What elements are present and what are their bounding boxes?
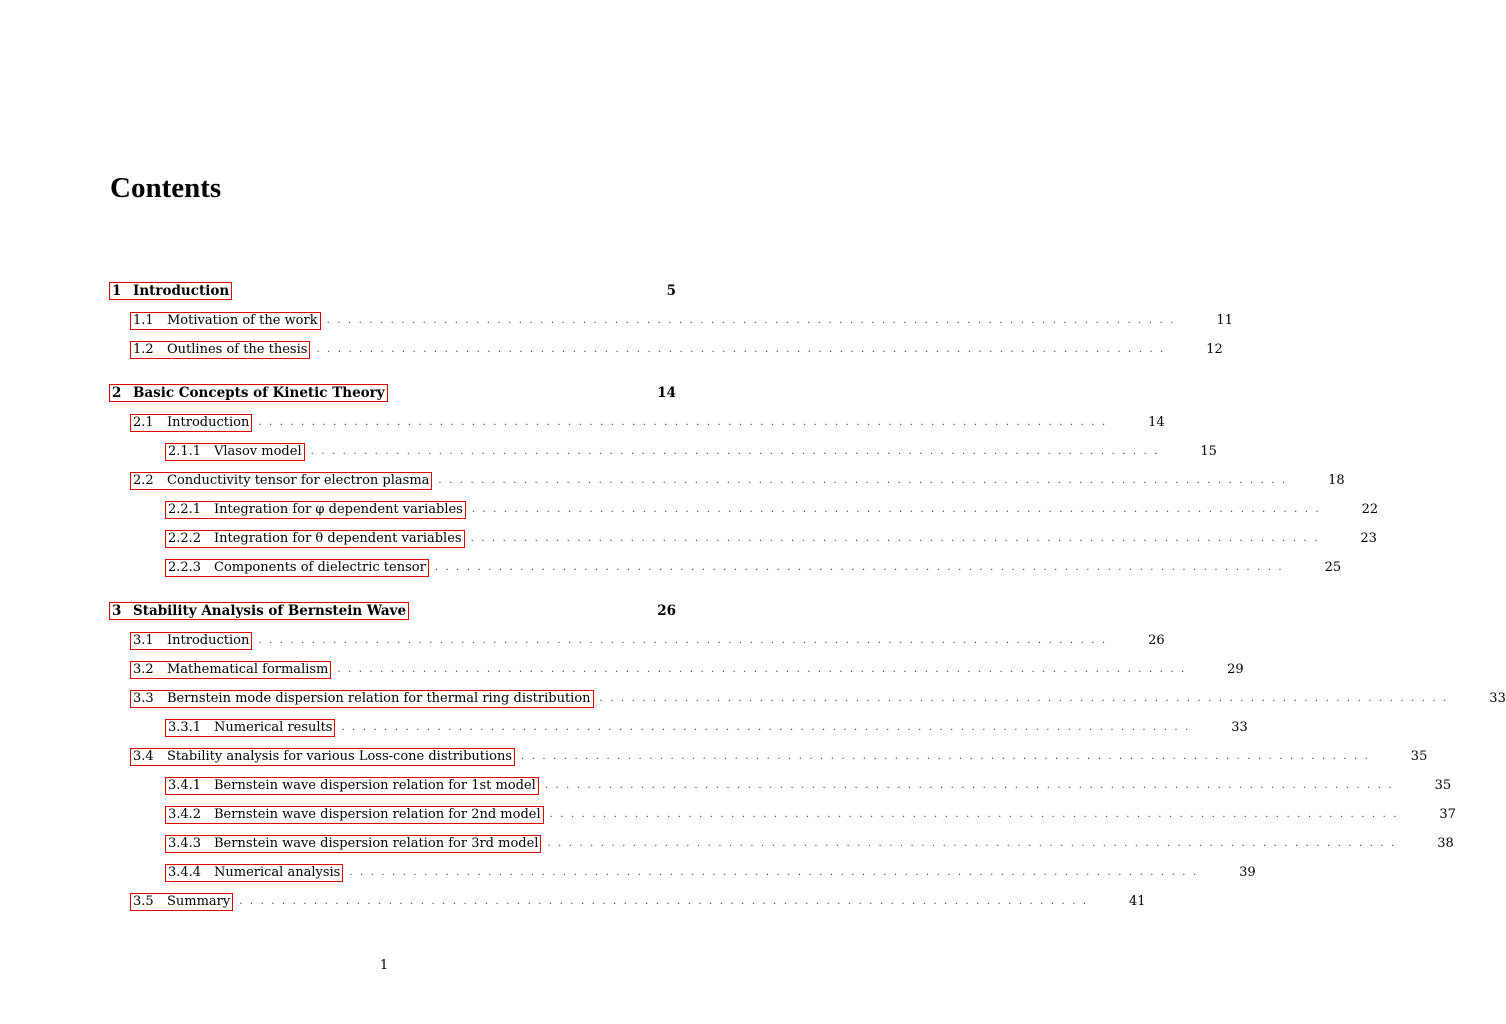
toc-entry-label: Numerical analysis bbox=[214, 865, 341, 880]
toc-entry-number: 3.5 bbox=[133, 894, 154, 909]
dot-leader: ................................................................................ bbox=[349, 867, 1204, 878]
toc-entry-number: 2.2.2 bbox=[168, 531, 202, 546]
toc-line bbox=[0, 441, 1217, 463]
toc-line bbox=[0, 775, 1452, 797]
toc-link-3-4-1[interactable] bbox=[165, 777, 539, 795]
toc-line bbox=[0, 717, 1248, 739]
toc-entry-number: 2.2 bbox=[133, 473, 154, 488]
toc-page-number: 22 bbox=[1361, 502, 1379, 517]
toc-page-number: 14 bbox=[1148, 415, 1165, 430]
toc-entry-number: 3.3.1 bbox=[168, 720, 202, 735]
toc-link-2-1[interactable] bbox=[130, 414, 252, 432]
dot-leader: ................................................................................ bbox=[599, 693, 1454, 704]
toc-link-2-1-1[interactable] bbox=[165, 443, 305, 461]
page-title: Contents bbox=[110, 172, 222, 204]
toc-line bbox=[0, 470, 1345, 492]
dot-leader: ................................................................................ bbox=[258, 635, 1113, 646]
toc-entry-number: 2.2.3 bbox=[168, 560, 202, 575]
toc-entry-number: 1 bbox=[112, 283, 122, 299]
toc-entry-label: Motivation of the work bbox=[167, 313, 318, 328]
toc-page-number: 37 bbox=[1439, 807, 1456, 822]
toc-page-number: 35 bbox=[1410, 749, 1428, 764]
toc-entry-label: Integration for φ dependent variables bbox=[214, 502, 463, 517]
toc-entry-label: Introduction bbox=[167, 633, 250, 648]
dot-leader: ................................................................................ bbox=[471, 504, 1327, 515]
toc-entry-label: Components of dielectric tensor bbox=[214, 560, 426, 575]
toc-line bbox=[0, 746, 1428, 768]
toc-entry-label: Conductivity tensor for electron plasma bbox=[167, 473, 430, 488]
toc-entry-number: 2.1 bbox=[133, 415, 154, 430]
toc-line bbox=[0, 688, 1506, 710]
toc-link-2[interactable] bbox=[109, 384, 388, 402]
dot-leader: ................................................................................ bbox=[258, 417, 1113, 428]
toc-entry-number: 2.1.1 bbox=[168, 444, 202, 459]
toc-page-number: 26 bbox=[657, 603, 676, 619]
toc-entry-number: 3.4.2 bbox=[168, 807, 202, 822]
toc-entry-label: Bernstein wave dispersion relation for 3rd model bbox=[214, 836, 539, 851]
toc-link-3-4-4[interactable] bbox=[165, 864, 343, 882]
toc-link-2-2-3[interactable] bbox=[165, 559, 429, 577]
toc-link-3-3[interactable] bbox=[130, 690, 594, 708]
toc-link-2-2-1[interactable] bbox=[165, 501, 466, 519]
toc-page-number: 35 bbox=[1434, 778, 1452, 793]
toc-link-3-5[interactable] bbox=[130, 893, 233, 911]
dot-leader: ................................................................................ bbox=[521, 751, 1376, 762]
toc-line bbox=[0, 804, 1456, 826]
toc-link-3-2[interactable] bbox=[130, 661, 331, 679]
dot-leader: ................................................................................ bbox=[434, 562, 1290, 573]
dot-leader: ................................................................................ bbox=[310, 446, 1165, 457]
toc-entry-number: 3.1 bbox=[133, 633, 154, 648]
toc-entry-label: Mathematical formalism bbox=[167, 662, 329, 677]
toc-entry-number: 3.4.1 bbox=[168, 778, 202, 793]
toc-entry-label: Bernstein wave dispersion relation for 1st model bbox=[214, 778, 536, 793]
toc-page-number: 14 bbox=[657, 385, 676, 401]
toc-page-number: 15 bbox=[1200, 444, 1217, 459]
toc-entry-label: Summary bbox=[167, 894, 231, 909]
toc-entry-number: 3.2 bbox=[133, 662, 154, 677]
toc-entry-number: 3.4.4 bbox=[168, 865, 202, 880]
toc-page-number: 29 bbox=[1227, 662, 1244, 677]
toc-line bbox=[0, 339, 1223, 361]
dot-leader: ................................................................................ bbox=[549, 809, 1404, 820]
toc-line bbox=[0, 557, 1342, 579]
toc-entry-number: 3 bbox=[112, 603, 122, 619]
toc-page-number: 26 bbox=[1148, 633, 1165, 648]
dot-leader: ................................................................................ bbox=[239, 896, 1094, 907]
toc-entry-label: Introduction bbox=[167, 415, 250, 430]
dot-leader: ................................................................................ bbox=[337, 664, 1192, 675]
toc-entry-label: Bernstein mode dispersion relation for thermal ring distribution bbox=[167, 691, 591, 706]
toc-link-1-1[interactable] bbox=[130, 312, 321, 330]
toc-line bbox=[0, 528, 1377, 550]
toc-page-number: 12 bbox=[1206, 342, 1223, 357]
toc-line bbox=[0, 833, 1454, 855]
toc-page-number: 23 bbox=[1360, 531, 1377, 546]
dot-leader: ................................................................................ bbox=[470, 533, 1325, 544]
toc-entry-number: 3.4.3 bbox=[168, 836, 202, 851]
toc-line bbox=[0, 600, 768, 622]
toc-page-number: 33 bbox=[1489, 691, 1506, 706]
toc-entry-number: 2.2.1 bbox=[168, 502, 202, 517]
toc-line bbox=[0, 280, 768, 302]
toc-entry-label: Vlasov model bbox=[214, 444, 302, 459]
toc-link-3-3-1[interactable] bbox=[165, 719, 335, 737]
toc-entry-label: Basic Concepts of Kinetic Theory bbox=[133, 385, 385, 401]
toc-entry-label: Integration for θ dependent variables bbox=[214, 531, 462, 546]
toc-entry-label: Outlines of the thesis bbox=[167, 342, 308, 357]
toc-line bbox=[0, 659, 1244, 681]
toc-entry-number: 3.3 bbox=[133, 691, 154, 706]
toc-line bbox=[0, 412, 1165, 434]
toc-page-number: 33 bbox=[1231, 720, 1248, 735]
toc-line bbox=[0, 499, 1379, 521]
toc-link-3-4-2[interactable] bbox=[165, 806, 544, 824]
toc-entry-number: 1.2 bbox=[133, 342, 154, 357]
dot-leader: ................................................................................ bbox=[547, 838, 1402, 849]
toc-page-number: 39 bbox=[1239, 865, 1256, 880]
toc-entry-number: 3.4 bbox=[133, 749, 154, 764]
toc-line bbox=[0, 862, 1256, 884]
toc-page-number: 38 bbox=[1437, 836, 1454, 851]
toc-entry-label: Stability analysis for various Loss-cone distributions bbox=[167, 749, 513, 764]
dot-leader: ................................................................................ bbox=[326, 315, 1181, 326]
dot-leader: ................................................................................ bbox=[316, 344, 1171, 355]
toc-entry-number: 2 bbox=[112, 385, 122, 401]
toc-entry-number: 1.1 bbox=[133, 313, 154, 328]
toc-link-1[interactable] bbox=[109, 282, 232, 300]
toc-link-3-1[interactable] bbox=[130, 632, 252, 650]
dot-leader: ................................................................................ bbox=[341, 722, 1196, 733]
toc-link-1-2[interactable] bbox=[130, 341, 310, 359]
toc-line bbox=[0, 382, 768, 404]
dot-leader: ................................................................................ bbox=[438, 475, 1293, 486]
dot-leader: ................................................................................ bbox=[544, 780, 1400, 791]
toc-link-2-2[interactable] bbox=[130, 472, 432, 490]
page-number: 1 bbox=[379, 958, 389, 973]
toc-line bbox=[0, 630, 1165, 652]
toc-link-3[interactable] bbox=[109, 602, 409, 620]
toc-page-number: 18 bbox=[1328, 473, 1345, 488]
toc-page-number: 25 bbox=[1324, 560, 1342, 575]
toc-link-3-4-3[interactable] bbox=[165, 835, 541, 853]
toc-entry-label: Stability Analysis of Bernstein Wave bbox=[133, 603, 407, 619]
toc-line bbox=[0, 310, 1233, 332]
toc-page-number: 41 bbox=[1129, 894, 1146, 909]
toc-entry-label: Introduction bbox=[133, 283, 230, 299]
toc-link-2-2-2[interactable] bbox=[165, 530, 465, 548]
toc-page-number: 5 bbox=[666, 283, 676, 299]
toc-entry-label: Bernstein wave dispersion relation for 2nd model bbox=[214, 807, 541, 822]
toc-link-3-4[interactable] bbox=[130, 748, 515, 766]
toc-entry-label: Numerical results bbox=[214, 720, 333, 735]
toc-page-number: 11 bbox=[1216, 313, 1233, 328]
toc-line bbox=[0, 891, 1146, 913]
